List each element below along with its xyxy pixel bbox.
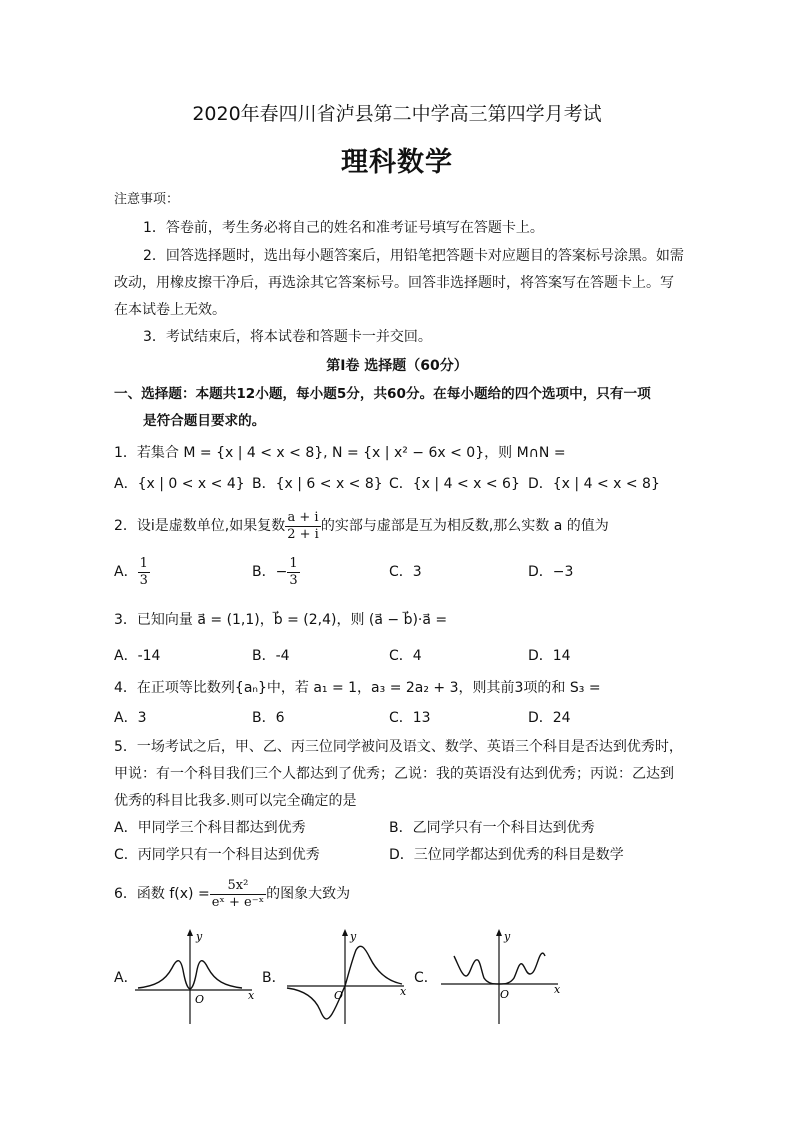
y-label: y bbox=[350, 930, 357, 943]
q2-option-b-label: B．− bbox=[252, 564, 288, 580]
q2-fraction-den: 2 + i bbox=[287, 526, 319, 542]
y-axis-arrow bbox=[496, 929, 502, 936]
q5-line-3: 优秀的科目比我多.则可以完全确定的是 bbox=[114, 793, 357, 809]
origin-label: O bbox=[500, 988, 510, 1001]
y-label: y bbox=[196, 930, 203, 943]
exam-title: 2020年春四川省泸县第二中学高三第四学月考试 bbox=[192, 103, 602, 125]
q6-graph-a bbox=[130, 926, 260, 1026]
q1-option-d: D．{x | 4 < x < 8} bbox=[528, 476, 660, 492]
q6-graph-a-label: A． bbox=[114, 970, 138, 986]
q2-option-c: C．3 bbox=[389, 564, 422, 580]
q3-option-a: A．-14 bbox=[114, 648, 161, 664]
q5-option-b: B．乙同学只有一个科目达到优秀 bbox=[389, 820, 595, 836]
y-axis-arrow bbox=[187, 929, 193, 936]
q3-option-c: C．4 bbox=[389, 648, 422, 664]
x-label: x bbox=[248, 989, 255, 1002]
q2-option-a-den: 3 bbox=[139, 572, 148, 588]
q5-option-d: D．三位同学都达到优秀的科目是数学 bbox=[389, 847, 624, 863]
q5-line-2: 甲说：有一个科目我们三个人都达到了优秀；乙说：我的英语没有达到优秀；丙说：乙达到 bbox=[114, 766, 674, 782]
q5-option-a: A．甲同学三个科目都达到优秀 bbox=[114, 820, 306, 836]
q2-option-a bbox=[114, 554, 150, 590]
q6-graph-c-label: C． bbox=[414, 970, 438, 986]
note-2-line-1: 2．回答选择题时，选出每小题答案后，用铅笔把答题卡对应题目的答案标号涂黑。如需 bbox=[143, 248, 684, 264]
note-2-line-3: 在本试卷上无效。 bbox=[114, 302, 226, 318]
q6-stem bbox=[114, 874, 350, 914]
q6-stem-pre: 6．函数 f(x) = bbox=[114, 886, 210, 902]
q6-graph-b-label: B． bbox=[262, 970, 286, 986]
notes-heading: 注意事项： bbox=[114, 192, 180, 207]
q2-option-a-fraction bbox=[138, 556, 150, 589]
q6-fraction-den: eˣ + e⁻ˣ bbox=[211, 894, 265, 910]
q3-stem: 3．已知向量 a⃗ = (1,1)，b⃗ = (2,4)，则 (a⃗ − b⃗)·a⃗ = bbox=[114, 612, 448, 628]
q2-option-b bbox=[252, 554, 300, 590]
q2-stem bbox=[114, 508, 609, 544]
q2-option-b-fraction bbox=[287, 556, 299, 589]
section-title: 第Ⅰ卷 选择题（60分） bbox=[326, 358, 468, 374]
q5-line-1: 5．一场考试之后，甲、乙、丙三位同学被问及语文、数学、英语三个科目是否达到优秀时， bbox=[114, 739, 683, 755]
note-2-line-2: 改动，用橡皮擦干净后，再选涂其它答案标号。回答非选择题时，将答案写在答题卡上。写 bbox=[114, 275, 674, 291]
q6-stem-post: 的图象大致为 bbox=[266, 886, 351, 902]
q4-option-d: D．24 bbox=[528, 710, 571, 726]
q2-option-b-den: 3 bbox=[289, 572, 298, 588]
q1-option-b: B．{x | 6 < x < 8} bbox=[252, 476, 383, 492]
q1-option-a: A．{x | 0 < x < 4} bbox=[114, 476, 245, 492]
q6-fraction bbox=[210, 878, 266, 911]
y-axis-arrow bbox=[342, 929, 348, 936]
part1-instruction-2: 是符合题目要求的。 bbox=[143, 413, 266, 429]
q6-graph-b bbox=[282, 926, 412, 1026]
q2-option-b-num: 1 bbox=[289, 555, 298, 571]
x-label: x bbox=[554, 983, 561, 996]
q2-stem-post: 的实部与虚部是互为相反数,那么实数 a 的值为 bbox=[320, 518, 609, 534]
q4-option-b: B．6 bbox=[252, 710, 285, 726]
q3-option-b: B．-4 bbox=[252, 648, 290, 664]
q5-option-c: C．丙同学只有一个科目达到优秀 bbox=[114, 847, 320, 863]
q1-option-c: C．{x | 4 < x < 6} bbox=[389, 476, 520, 492]
q6-fraction-num: 5x² bbox=[210, 878, 266, 895]
note-1: 1．答卷前，考生务必将自己的姓名和准考证号填写在答题卡上。 bbox=[143, 220, 544, 236]
q4-stem: 4．在正项等比数列{aₙ}中，若 a₁ = 1，a₃ = 2a₂ + 3，则其前3项的和 S₃ = bbox=[114, 680, 601, 696]
x-label: x bbox=[400, 985, 407, 998]
q4-option-c: C．13 bbox=[389, 710, 431, 726]
q2-stem-pre: 2．设i是虚数单位,如果复数 bbox=[114, 518, 286, 534]
subject-title: 理科数学 bbox=[341, 147, 453, 178]
origin-label: O bbox=[334, 989, 344, 1002]
note-3: 3．考试结束后，将本试卷和答题卡一并交回。 bbox=[143, 329, 432, 345]
q6-graph-c bbox=[436, 926, 566, 1026]
q3-option-d: D．14 bbox=[528, 648, 571, 664]
y-label: y bbox=[504, 930, 511, 943]
q2-option-a-num: 1 bbox=[139, 555, 148, 571]
q2-fraction bbox=[285, 510, 321, 543]
part1-instruction-1: 一、选择题：本题共12小题，每小题5分，共60分。在每小题给的四个选项中，只有一项 bbox=[114, 386, 651, 402]
q1-stem: 1．若集合 M = {x | 4 < x < 8}, N = {x | x² − 6x < 0}，则 M∩N = bbox=[114, 445, 566, 461]
q2-fraction-num: a + i bbox=[285, 510, 321, 527]
origin-label: O bbox=[195, 993, 205, 1006]
q2-option-d: D．−3 bbox=[528, 564, 574, 580]
q4-option-a: A．3 bbox=[114, 710, 147, 726]
q2-option-a-label: A． bbox=[114, 564, 138, 580]
